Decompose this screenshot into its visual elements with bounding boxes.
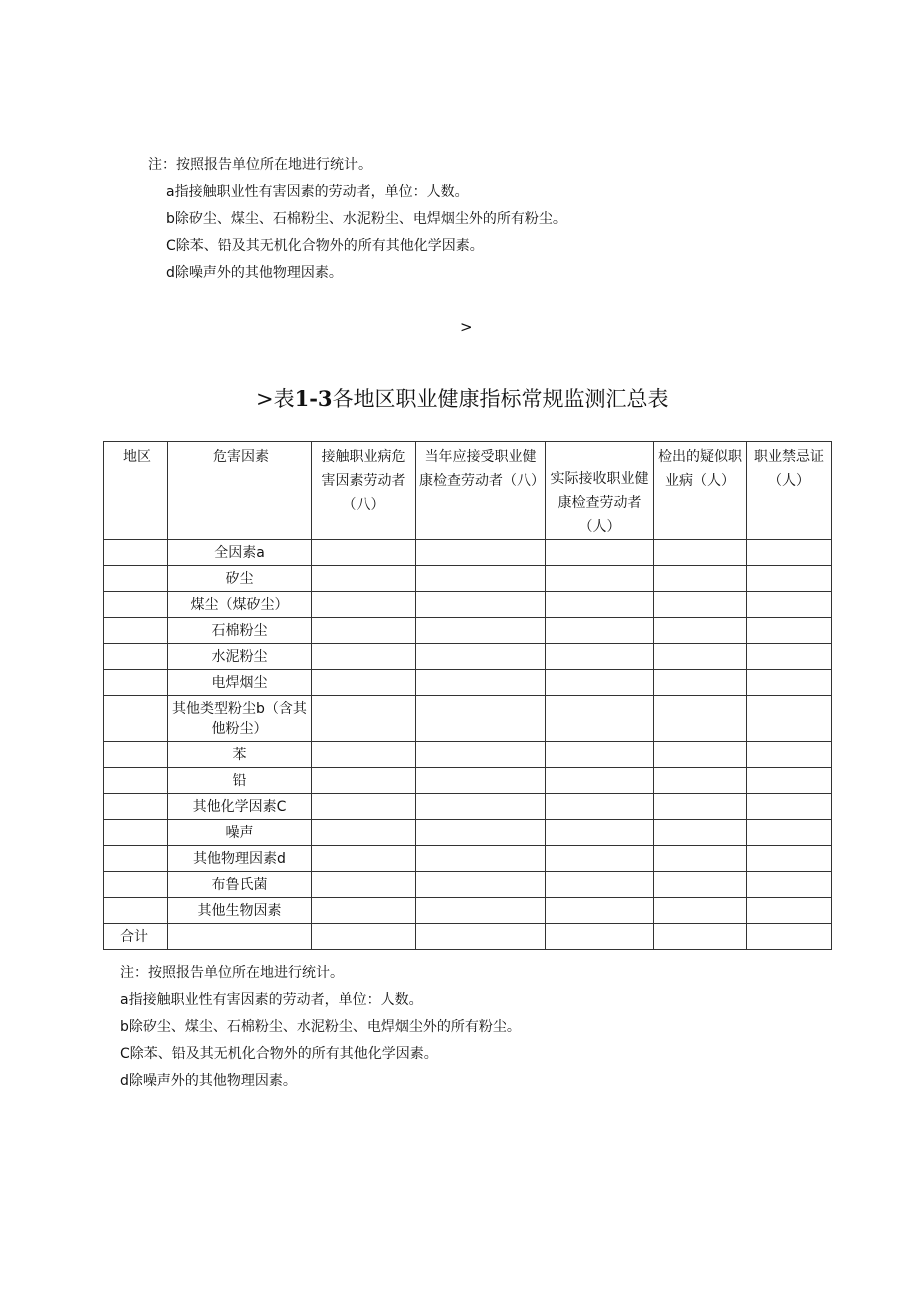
cell-value: [416, 768, 546, 794]
cell-value: [747, 794, 832, 820]
top-notes: [148, 152, 567, 287]
header-region: 地区: [104, 442, 168, 540]
note-item-b: b除矽尘、煤尘、石棉粉尘、水泥粉尘、电焊烟尘外的所有粉尘。: [166, 211, 567, 227]
cell-value: [747, 540, 832, 566]
header-exposed: 接触职业病危害因素劳动者（八）: [312, 442, 416, 540]
cell-value: [546, 696, 654, 742]
note-heading: 注：按照报告单位所在地进行统计。: [148, 157, 372, 173]
cell-value: [747, 696, 832, 742]
cell-region: [104, 644, 168, 670]
header-should-check: 当年应接受职业健康检查劳动者（八）: [416, 442, 546, 540]
cell-value: [312, 846, 416, 872]
cell-factor: 噪声: [168, 820, 312, 846]
cell-value: [654, 794, 747, 820]
cell-value: [546, 670, 654, 696]
cell-region: [104, 898, 168, 924]
cell-factor: 苯: [168, 742, 312, 768]
cell-value: [416, 794, 546, 820]
cell-value: [312, 924, 416, 950]
header-hazard: 危害因素: [168, 442, 312, 540]
cell-region: [104, 742, 168, 768]
cell-value: [654, 644, 747, 670]
cell-value: [654, 898, 747, 924]
note-item-c: C除苯、铅及其无机化合物外的所有其他化学因素。: [120, 1046, 438, 1062]
cell-factor: [168, 924, 312, 950]
table-row: [104, 540, 832, 566]
total-label: 合计: [104, 924, 168, 950]
cell-value: [546, 846, 654, 872]
table-row: [104, 566, 832, 592]
cell-value: [416, 924, 546, 950]
cell-factor: 煤尘（煤矽尘）: [168, 592, 312, 618]
table-row: [104, 618, 832, 644]
cell-factor: 其他类型粉尘b（含其他粉尘）: [168, 696, 312, 742]
cell-value: [654, 846, 747, 872]
cell-value: [546, 794, 654, 820]
cell-value: [312, 566, 416, 592]
cell-value: [654, 820, 747, 846]
bottom-notes: [120, 960, 521, 1095]
cell-value: [747, 898, 832, 924]
table-row: [104, 820, 832, 846]
cell-value: [747, 846, 832, 872]
cell-factor: 全因素a: [168, 540, 312, 566]
cell-value: [654, 540, 747, 566]
table-title-text: 各地区职业健康指标常规监测汇总表: [332, 387, 669, 411]
cell-value: [312, 670, 416, 696]
cell-value: [747, 820, 832, 846]
cell-value: [546, 768, 654, 794]
cell-value: [546, 566, 654, 592]
table-row: [104, 898, 832, 924]
table-row: [104, 696, 832, 742]
cell-value: [416, 540, 546, 566]
cell-region: [104, 540, 168, 566]
note-item-a: a指接触职业性有害因素的劳动者，单位：人数。: [120, 992, 423, 1008]
cell-value: [654, 696, 747, 742]
table-title-number: 1-3: [294, 386, 333, 411]
cell-value: [416, 618, 546, 644]
cell-value: [654, 872, 747, 898]
cell-value: [416, 898, 546, 924]
cell-value: [416, 592, 546, 618]
cell-region: [104, 618, 168, 644]
cell-value: [312, 592, 416, 618]
cell-value: [546, 820, 654, 846]
cell-value: [312, 898, 416, 924]
cell-region: [104, 592, 168, 618]
cell-value: [654, 670, 747, 696]
cell-value: [416, 644, 546, 670]
note-item-d: d除噪声外的其他物理因素。: [120, 1073, 297, 1089]
cell-value: [654, 566, 747, 592]
cell-value: [546, 872, 654, 898]
cell-value: [747, 592, 832, 618]
table-row: [104, 670, 832, 696]
cell-factor: 水泥粉尘: [168, 644, 312, 670]
cell-value: [416, 820, 546, 846]
table-row: [104, 742, 832, 768]
cell-value: [546, 924, 654, 950]
cell-value: [416, 696, 546, 742]
cell-value: [312, 618, 416, 644]
cell-region: [104, 846, 168, 872]
cell-factor: 石棉粉尘: [168, 618, 312, 644]
cell-factor: 电焊烟尘: [168, 670, 312, 696]
cell-value: [312, 768, 416, 794]
cell-region: [104, 820, 168, 846]
table-row: [104, 794, 832, 820]
cell-value: [546, 592, 654, 618]
note-item-b: b除矽尘、煤尘、石棉粉尘、水泥粉尘、电焊烟尘外的所有粉尘。: [120, 1019, 521, 1035]
table-row: [104, 846, 832, 872]
cell-value: [747, 742, 832, 768]
cell-value: [654, 742, 747, 768]
cell-value: [747, 924, 832, 950]
table-title-prefix: >表: [256, 387, 295, 411]
cell-factor: 铅: [168, 768, 312, 794]
cell-factor: 布鲁氏菌: [168, 872, 312, 898]
table-row: [104, 768, 832, 794]
cell-factor: 矽尘: [168, 566, 312, 592]
cell-value: [416, 670, 546, 696]
cell-value: [546, 644, 654, 670]
cell-region: [104, 670, 168, 696]
total-row: [104, 924, 832, 950]
cell-value: [747, 644, 832, 670]
cell-value: [312, 872, 416, 898]
cell-factor: 其他生物因素: [168, 898, 312, 924]
header-contraindication: 职业禁忌证（人）: [747, 442, 832, 540]
cell-value: [654, 768, 747, 794]
table-row: [104, 592, 832, 618]
note-item-a: a指接触职业性有害因素的劳动者，单位：人数。: [166, 184, 469, 200]
cell-region: [104, 566, 168, 592]
table-row: [104, 644, 832, 670]
cell-value: [747, 872, 832, 898]
cell-value: [546, 742, 654, 768]
cell-value: [312, 696, 416, 742]
cell-value: [546, 618, 654, 644]
cell-value: [747, 566, 832, 592]
cell-value: [416, 872, 546, 898]
cell-value: [747, 768, 832, 794]
note-heading: 注：按照报告单位所在地进行统计。: [120, 965, 344, 981]
table-title: [256, 383, 669, 413]
cell-value: [416, 566, 546, 592]
cell-value: [416, 846, 546, 872]
summary-table: [103, 441, 832, 950]
cell-value: [654, 592, 747, 618]
cell-value: [312, 794, 416, 820]
note-item-c: C除苯、铅及其无机化合物外的所有其他化学因素。: [166, 238, 484, 254]
table-row: [104, 872, 832, 898]
cell-value: [312, 540, 416, 566]
cell-region: [104, 768, 168, 794]
cell-region: [104, 872, 168, 898]
cell-value: [747, 618, 832, 644]
note-item-d: d除噪声外的其他物理因素。: [166, 265, 343, 281]
cell-factor: 其他物理因素d: [168, 846, 312, 872]
cell-value: [747, 670, 832, 696]
cell-factor: 其他化学因素C: [168, 794, 312, 820]
separator-mark: >: [460, 318, 473, 336]
cell-region: [104, 696, 168, 742]
cell-value: [312, 742, 416, 768]
cell-value: [546, 898, 654, 924]
cell-value: [654, 618, 747, 644]
cell-value: [654, 924, 747, 950]
cell-value: [416, 742, 546, 768]
cell-value: [312, 644, 416, 670]
header-suspected: 检出的疑似职业病（人）: [654, 442, 747, 540]
cell-value: [312, 820, 416, 846]
cell-region: [104, 794, 168, 820]
header-actual-check: 实际接收职业健康检查劳动者（人）: [546, 442, 654, 540]
cell-value: [546, 540, 654, 566]
